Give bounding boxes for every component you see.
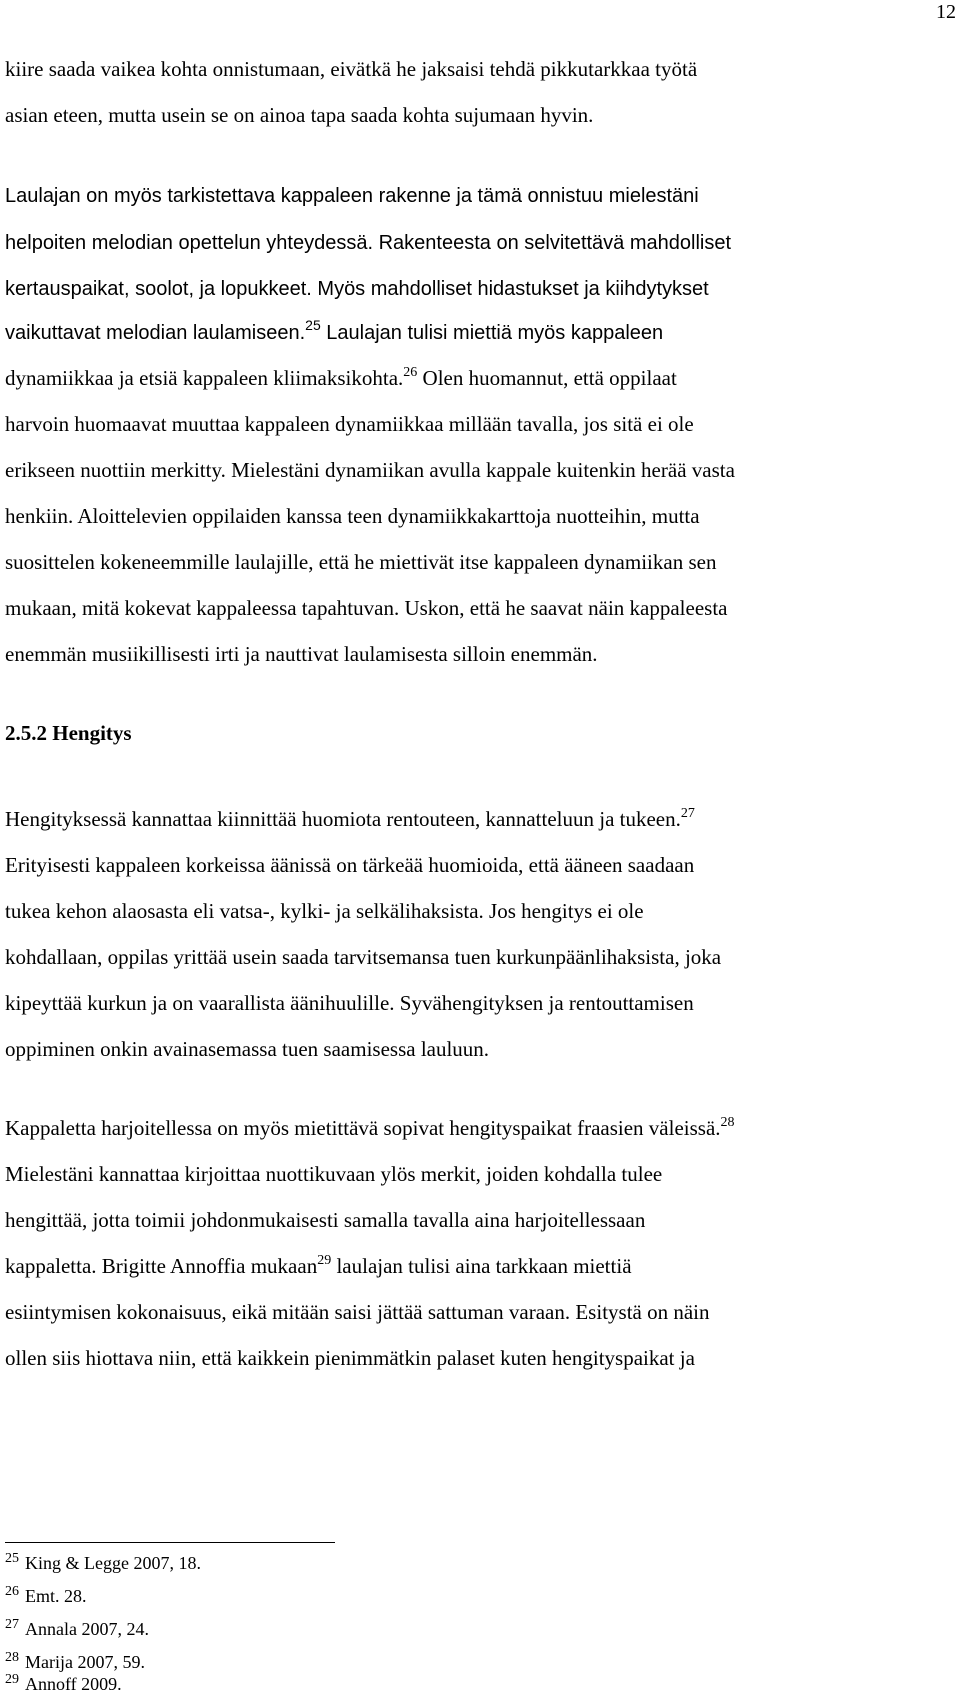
body-line-text: Kappaletta harjoitellessa on myös mietittävä sopivat hengityspaikat fraasien väleissä. (5, 1116, 721, 1140)
footnote-ref-25: 25 (305, 317, 321, 333)
body-line (5, 1115, 735, 1141)
body-line: suosittelen kokeneemmille laulajille, että he miettivät itse kappaleen dynamiikan sen (5, 550, 717, 574)
body-line (5, 1253, 632, 1279)
footnote-ref-28: 28 (720, 1115, 735, 1130)
body-line: erikseen nuottiin merkitty. Mielestäni dynamiikan avulla kappale kuitenkin herää vasta (5, 458, 735, 482)
footnote-separator (5, 1542, 335, 1543)
body-line: asian eteen, mutta usein se on ainoa tapa saada kohta sujumaan hyvin. (5, 103, 594, 127)
footnote (5, 1651, 145, 1673)
body-line: harvoin huomaavat muuttaa kappaleen dynamiikkaa millään tavalla, jos sitä ei ole (5, 412, 694, 436)
body-line: enemmän musiikillisesti irti ja nauttivat laulamisesta silloin enemmän. (5, 642, 598, 666)
body-line (5, 317, 664, 346)
footnote-number: 25 (5, 1551, 19, 1566)
body-line-text: vaikuttavat melodian laulamiseen. (5, 322, 306, 344)
footnote (5, 1673, 122, 1695)
footnote-ref-27: 27 (680, 806, 695, 821)
body-line: hengittää, jotta toimii johdonmukaisesti samalla tavalla aina harjoitellessaan (5, 1208, 646, 1232)
footnote-number: 26 (5, 1584, 19, 1599)
body-line-text: Hengityksessä kannattaa kiinnittää huomiota rentouteen, kannatteluun ja tukeen. (5, 807, 681, 831)
footnote-number: 29 (5, 1672, 19, 1687)
footnote-ref-29: 29 (317, 1253, 332, 1268)
body-line-text: Laulajan tulisi miettiä myös kappaleen (320, 322, 664, 344)
body-line: kiire saada vaikea kohta onnistumaan, eivätkä he jaksaisi tehdä pikkutarkkaa työtä (5, 57, 698, 81)
body-line: henkiin. Aloittelevien oppilaiden kanssa teen dynamiikkakarttoja nuotteihin, mutta (5, 504, 700, 528)
body-line: kertauspaikat, soolot, ja lopukkeet. Myös mahdolliset hidastukset ja kiihdytykset (5, 278, 709, 300)
body-line-text: laulajan tulisi aina tarkkaan miettiä (331, 1254, 632, 1278)
body-line (5, 365, 677, 391)
page-number: 12 (936, 1, 956, 23)
footnote-text: Annala 2007, 24. (25, 1619, 149, 1639)
body-line (5, 806, 695, 832)
body-line: esiintymisen kokonaisuus, eikä mitään saisi jättää sattuman varaan. Esitystä on näin (5, 1300, 710, 1324)
body-line: Erityisesti kappaleen korkeissa äänissä on tärkeää huomioida, että ääneen saadaan (5, 853, 695, 877)
footnote-text: Marija 2007, 59. (25, 1652, 145, 1672)
body-line: mukaan, mitä kokevat kappaleessa tapahtuvan. Uskon, että he saavat näin kappaleesta (5, 596, 728, 620)
body-line-text: kappaletta. Brigitte Annoffia mukaan (5, 1254, 318, 1278)
body-line: kipeyttää kurkun ja on vaarallista äänihuulille. Syvähengityksen ja rentouttamisen (5, 991, 694, 1015)
footnote-text: Emt. 28. (25, 1586, 87, 1606)
footnote-number: 28 (5, 1650, 19, 1665)
footnote-ref-26: 26 (403, 365, 418, 380)
body-line: ollen siis hiottava niin, että kaikkein pienimmätkin palaset kuten hengityspaikat ja (5, 1346, 695, 1370)
footnote-number: 27 (5, 1617, 19, 1632)
body-line: Mielestäni kannattaa kirjoittaa nuottikuvaan ylös merkit, joiden kohdalla tulee (5, 1162, 663, 1186)
body-line: kohdallaan, oppilas yrittää usein saada tarvitsemansa tuen kurkunpäänlihaksista, joka (5, 945, 722, 969)
footnote (5, 1585, 87, 1607)
footnote-text: King & Legge 2007, 18. (25, 1553, 201, 1573)
body-line: tukea kehon alaosasta eli vatsa-, kylki- ja selkälihaksista. Jos hengitys ei ole (5, 899, 644, 923)
footnote (5, 1618, 149, 1640)
body-line: oppiminen onkin avainasemassa tuen saamisessa lauluun. (5, 1037, 490, 1061)
footnote-text: Annoff 2009. (25, 1674, 122, 1694)
footnote (5, 1552, 201, 1574)
body-line: helpoiten melodian opettelun yhteydessä. Rakenteesta on selvitettävä mahdolliset (5, 232, 732, 254)
body-line-text: Olen huomannut, että oppilaat (417, 366, 677, 390)
body-line: Laulajan on myös tarkistettava kappaleen rakenne ja tämä onnistuu mielestäni (5, 185, 699, 207)
section-heading: 2.5.2 Hengitys (5, 721, 132, 745)
body-line-text: dynamiikkaa ja etsiä kappaleen kliimaksikohta. (5, 366, 404, 390)
